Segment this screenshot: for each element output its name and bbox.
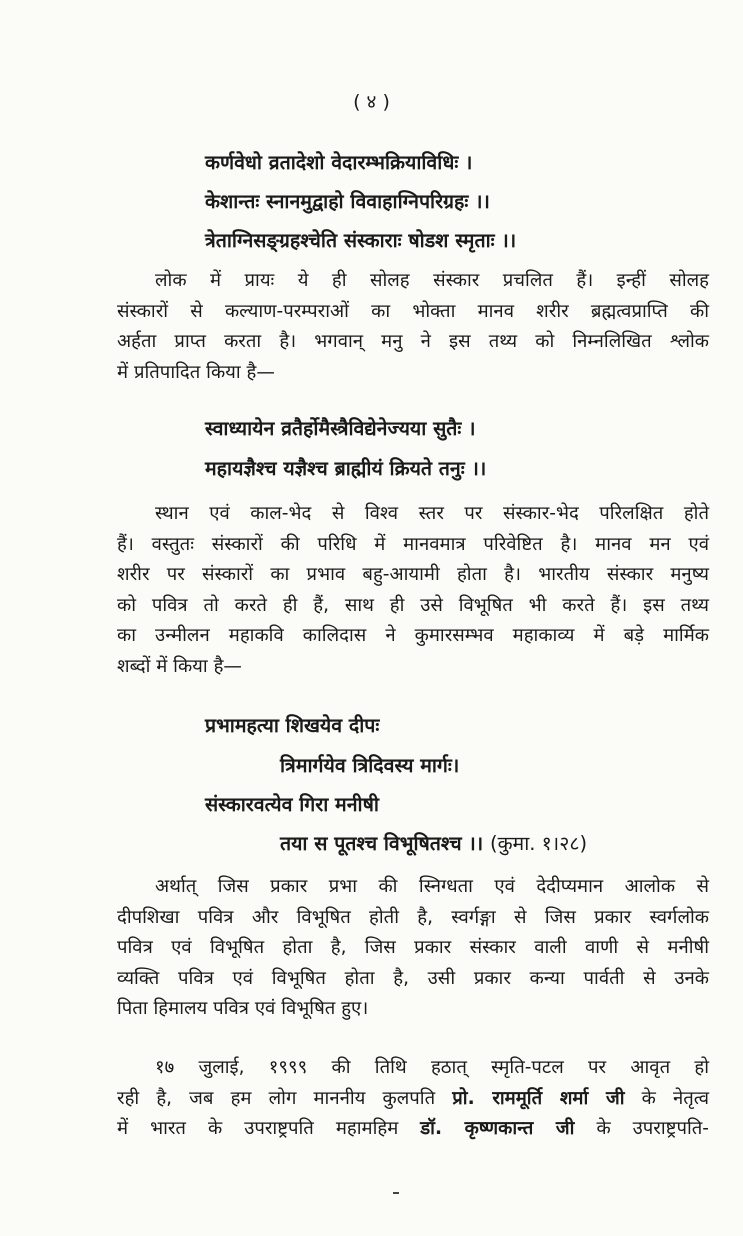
verse3-line-3: संस्कारवत्येव गिरा मनीषी: [205, 793, 379, 816]
para3-line-5: पिता हिमालय पवित्र एवं विभूषित हुए।: [117, 998, 369, 1019]
para3-line-3: पवित्र एवं विभूषित होता है, जिस प्रकार संस्कार वाली वाणी से मनीषी: [117, 937, 709, 958]
para1-line-1: लोक में प्रायः ये ही सोलह संस्कार प्रचलित हैं। इन्हीं सोलह: [155, 270, 709, 291]
para4-line-3-pre: में भारत के उपराष्ट्रपति महामहिम: [117, 1118, 421, 1139]
verse3-line-2: त्रिमार्गयेव त्रिदिवस्य मार्गः।: [280, 754, 460, 777]
verse1-line-2: केशान्तः स्नानमुद्वाहो विवाहाग्निपरिग्रहः ।।: [205, 190, 490, 213]
para2-line-4: को पवित्र तो करते ही हैं, साथ ही उसे विभूषित भी करते हैं। इस तथ्य: [117, 594, 709, 616]
para2-line-2: हैं। वस्तुतः संस्कारों की परिधि में मानवमात्र परिवेष्टित है। मानव मन एवं: [117, 533, 709, 555]
paragraph-4: [117, 1053, 709, 1145]
paragraph-3: [117, 872, 709, 1025]
name-krishan-kant: डॉ. कृष्णकान्त जी: [420, 1118, 575, 1139]
para1-line-4: में प्रतिपादित किया है—: [117, 361, 275, 383]
paragraph-2: [117, 499, 709, 682]
para3-line-1: अर्थात् जिस प्रकार प्रभा की स्निग्धता एवं देदीप्यमान आलोक से: [155, 876, 709, 897]
verse2-line-2: महायज्ञैश्च यज्ञैश्च ब्राह्मीयं क्रियते तनुः ।।: [205, 457, 487, 480]
para4-line-2-pre: रही है, जब हम लोग माननीय कुलपति: [117, 1087, 453, 1109]
para3-line-2: दीपशिखा पवित्र और विभूषित होती है, स्वर्गङ्गा से जिस प्रकार स्वर्गलोक: [117, 906, 709, 928]
para4-line-1: १७ जुलाई, १९९९ की तिथि हठात् स्मृति-पटल पर आवृत हो: [155, 1057, 709, 1078]
para2-line-5: का उन्मीलन महाकवि कालिदास ने कुमारसम्भव महाकाव्य में बड़े मार्मिक: [117, 625, 709, 646]
para2-line-6: शब्दों में किया है—: [117, 655, 242, 677]
verse-reference: (कुमा. १।२८): [489, 832, 588, 855]
para1-line-3: अर्हता प्राप्त करता है। भगवान् मनु ने इस तथ्य को निम्नलिखित श्लोक: [117, 331, 709, 352]
para2-line-1: स्थान एवं काल-भेद से विश्व स्तर पर संस्कार-भेद परिलक्षित होते: [155, 503, 709, 524]
paragraph-1: [117, 266, 709, 388]
para4-line-2-post: के नेतृत्व: [624, 1087, 709, 1109]
page-number: ( ४ ): [353, 91, 390, 113]
para4-line-2: [117, 1084, 709, 1115]
verse3-line-4: [280, 829, 587, 856]
page-mark: [393, 1192, 399, 1194]
verse1-line-1: कर्णवेधो व्रतादेशो वेदारम्भक्रियाविधिः ।: [205, 151, 473, 174]
para4-line-3: [117, 1114, 709, 1145]
verse3-line-1: प्रभामहत्या शिखयेव दीपः: [205, 714, 380, 737]
verse2-line-1: स्वाध्यायेन व्रतैर्होमैस्त्रैविद्येनेज्यया सुतैः ।: [205, 417, 476, 440]
para3-line-4: व्यक्ति पवित्र एवं विभूषित होता है, उसी प्रकार कन्या पार्वती से उनके: [117, 967, 709, 989]
verse1-line-3: त्रेताग्निसङ्ग्रहश्चेति संस्काराः षोडश स्मृताः ।।: [205, 229, 517, 252]
name-ram-murti-sharma: प्रो. राममूर्ति शर्मा जी: [452, 1087, 625, 1109]
para2-line-3: शरीर पर संस्कारों का प्रभाव बहु-आयामी होता है। भारतीय संस्कार मनुष्य: [117, 564, 709, 585]
para4-line-3-post: के उपराष्ट्रपति-: [574, 1118, 709, 1139]
para1-line-2: संस्कारों से कल्याण-परम्पराओं का भोक्ता मानव शरीर ब्रह्मत्वप्राप्ति की: [117, 300, 709, 322]
verse3-line-4-text: तया स पूतश्च विभूषितश्च ।।: [280, 832, 484, 855]
